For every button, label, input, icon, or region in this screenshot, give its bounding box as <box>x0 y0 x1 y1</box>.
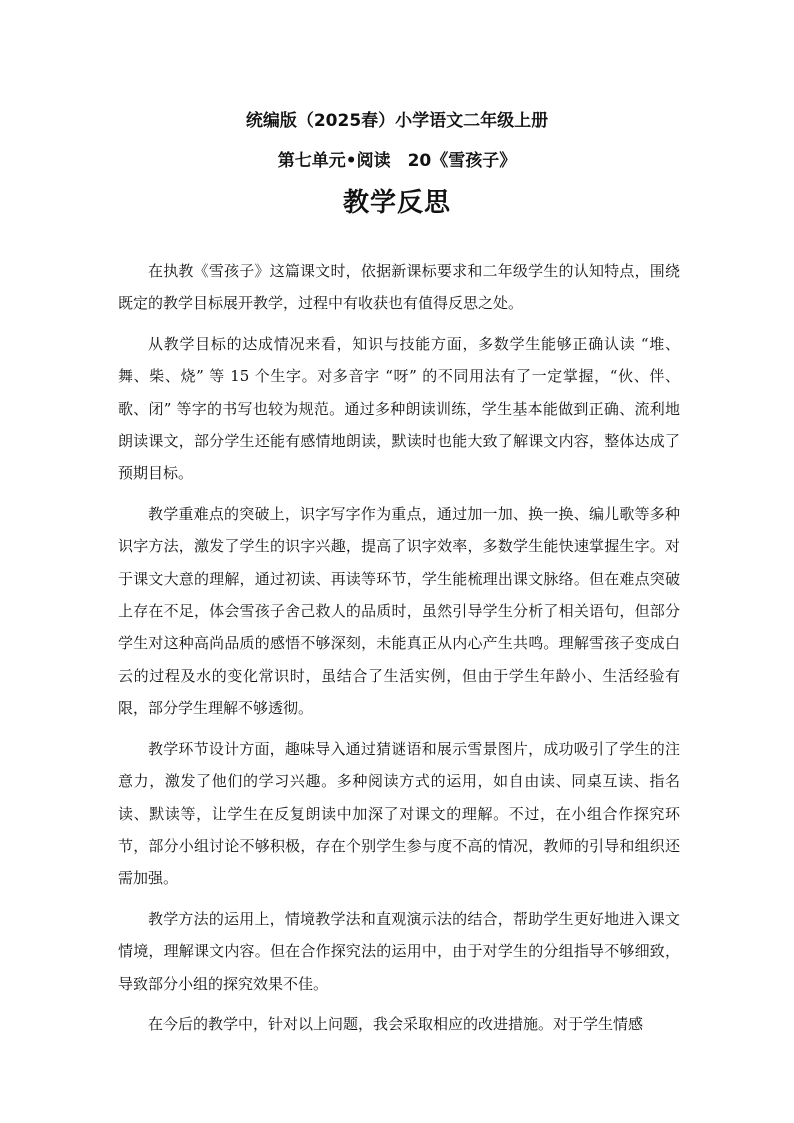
document-body <box>118 255 680 1048</box>
paragraph-goals: 从教学目标的达成情况来看，知识与技能方面，多数学生能够正确认读 “堆、舞、柴、烧” 等 15 个生字。对多音字 “呀” 的不同用法有了一定掌握，“伙、伴、歌、闭” 等字的书写也较为规范。通过多种朗读训练，学生基本能做到正确、流利地朗读课文，部分学生还能有感情地朗读，默读时也能大致了解课文内容，整体达成了预期目标。 <box>118 334 680 483</box>
paragraph-intro: 在执教《雪孩子》这篇课文时，依据新课标要求和二年级学生的认知特点，围绕既定的教学目标展开教学，过程中有收获也有值得反思之处。 <box>118 262 680 313</box>
document-title: 教学反思 <box>342 188 451 218</box>
unit-title: 第七单元•阅读 20《雪孩子》 <box>277 151 517 171</box>
paragraph-teaching-process: 教学环节设计方面，趣味导入通过猜谜语和展示雪景图片，成功吸引了学生的注意力，激发了他们的学习兴趣。多种阅读方式的运用，如自由读、同桌互读、指名读、默读等，让学生在反复朗读中加深了对课文的理解。不过，在小组合作探究环节，部分小组讨论不够积极，存在个别学生参与度不高的情况，教师的引导和组织还需加强。 <box>118 739 680 888</box>
series-title: 统编版（2025春）小学语文二年级上册 <box>245 111 549 131</box>
paragraph-improvements: 在今后的教学中，针对以上问题，我会采取相应的改进措施。对于学生情感 <box>148 1014 644 1033</box>
paragraph-key-points: 教学重难点的突破上，识字写字作为重点，通过加一加、换一换、编儿歌等多种识字方法，激发了学生的识字兴趣，提高了识字效率，多数学生能快速掌握生字。对于课文大意的理解，通过初读、再读等环节，学生能梳理出课文脉络。但在难点突破上存在不足，体会雪孩子舍己救人的品质时，虽然引导学生分析了相关语句，但部分学生对这种高尚品质的感悟不够深刻，未能真正从内心产生共鸣。理解雪孩子变成白云的过程及水的变化常识时，虽结合了生活实例，但由于学生年龄小、生活经验有限，部分学生理解不够透彻。 <box>118 504 680 718</box>
paragraph-teaching-methods: 教学方法的运用上，情境教学法和直观演示法的结合，帮助学生更好地进入课文情境，理解课文内容。但在合作探究法的运用中，由于对学生的分组指导不够细致，导致部分小组的探究效果不佳。 <box>118 909 680 993</box>
